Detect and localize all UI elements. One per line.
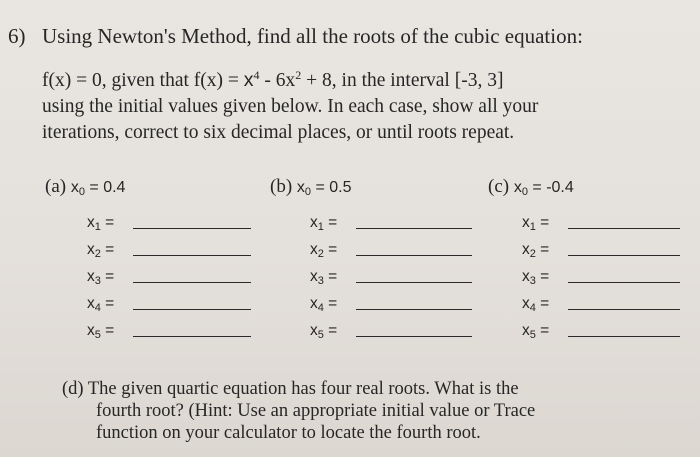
iteration-row — [488, 314, 680, 341]
iteration-row — [488, 260, 680, 287]
answer-blank[interactable] — [568, 228, 680, 229]
part-a-heading: (a) x0 = 0.4 — [45, 176, 126, 198]
part-d-text — [62, 378, 535, 444]
iteration-label: $x_1$ = — [522, 214, 550, 233]
part-b-heading: (b) x0 = 0.5 — [270, 176, 352, 198]
iteration-label: $x_4$ = — [310, 295, 338, 314]
iteration-row — [45, 260, 251, 287]
iteration-row — [270, 260, 472, 287]
answer-blank[interactable] — [133, 255, 251, 256]
answer-blank[interactable] — [356, 309, 472, 310]
iteration-label: $x_5$ = — [87, 322, 115, 341]
answer-blank[interactable] — [133, 336, 251, 337]
iteration-label: $x_2$ = — [310, 241, 338, 260]
answer-blank[interactable] — [133, 309, 251, 310]
part-d-line-2: fourth root? (Hint: Use an appropriate initial value or Trace — [96, 401, 536, 421]
question-line-1: f(x) = 0, given that $f(x) = x^4 - 6x^2 + 8$, in the interval [-3, 3] — [42, 68, 504, 91]
answer-blank[interactable] — [356, 336, 472, 337]
answer-blank[interactable] — [568, 309, 680, 310]
iteration-row — [488, 233, 680, 260]
answer-blank[interactable] — [133, 282, 251, 283]
iteration-row — [270, 314, 472, 341]
question-title: Using Newton's Method, find all the roots of the cubic equation: — [42, 24, 583, 48]
iteration-label: $x_1$ = — [310, 214, 338, 233]
question-number: 6) — [8, 24, 26, 48]
iteration-label: $x_5$ = — [310, 322, 338, 341]
answer-blank[interactable] — [356, 255, 472, 256]
part-d-line-3: function on your calculator to locate the fourth root. — [96, 423, 481, 443]
iteration-label: $x_2$ = — [522, 241, 550, 260]
iteration-label: $x_3$ = — [522, 268, 550, 287]
answer-blank[interactable] — [568, 282, 680, 283]
iteration-label: $x_4$ = — [522, 295, 550, 314]
question-line-3: iterations, correct to six decimal places, or until roots repeat. — [42, 122, 515, 143]
iteration-row — [45, 206, 251, 233]
iteration-label: $x_5$ = — [522, 322, 550, 341]
iteration-row — [270, 233, 472, 260]
iteration-row — [45, 233, 251, 260]
part-d-line-1: (d) The given quartic equation has four real roots. What is the — [62, 379, 519, 399]
answer-blank[interactable] — [356, 228, 472, 229]
answer-blank[interactable] — [356, 282, 472, 283]
iteration-label: $x_3$ = — [87, 268, 115, 287]
iteration-label: $x_4$ = — [87, 295, 115, 314]
iteration-row — [488, 206, 680, 233]
iteration-label: $x_1$ = — [87, 214, 115, 233]
iteration-row — [488, 287, 680, 314]
iteration-label: $x_3$ = — [310, 268, 338, 287]
part-b-column — [270, 176, 472, 341]
question-line-2: using the initial values given below. In each case, show all your — [42, 96, 539, 117]
answer-blank[interactable] — [133, 228, 251, 229]
iteration-label: $x_2$ = — [87, 241, 115, 260]
answer-blank[interactable] — [568, 255, 680, 256]
part-a-column — [45, 176, 251, 341]
iteration-row — [270, 206, 472, 233]
iteration-row — [45, 314, 251, 341]
part-c-column — [488, 176, 680, 341]
part-c-heading: (c) x0 = -0.4 — [488, 176, 574, 198]
iteration-row — [270, 287, 472, 314]
answer-blank[interactable] — [568, 336, 680, 337]
iteration-row — [45, 287, 251, 314]
